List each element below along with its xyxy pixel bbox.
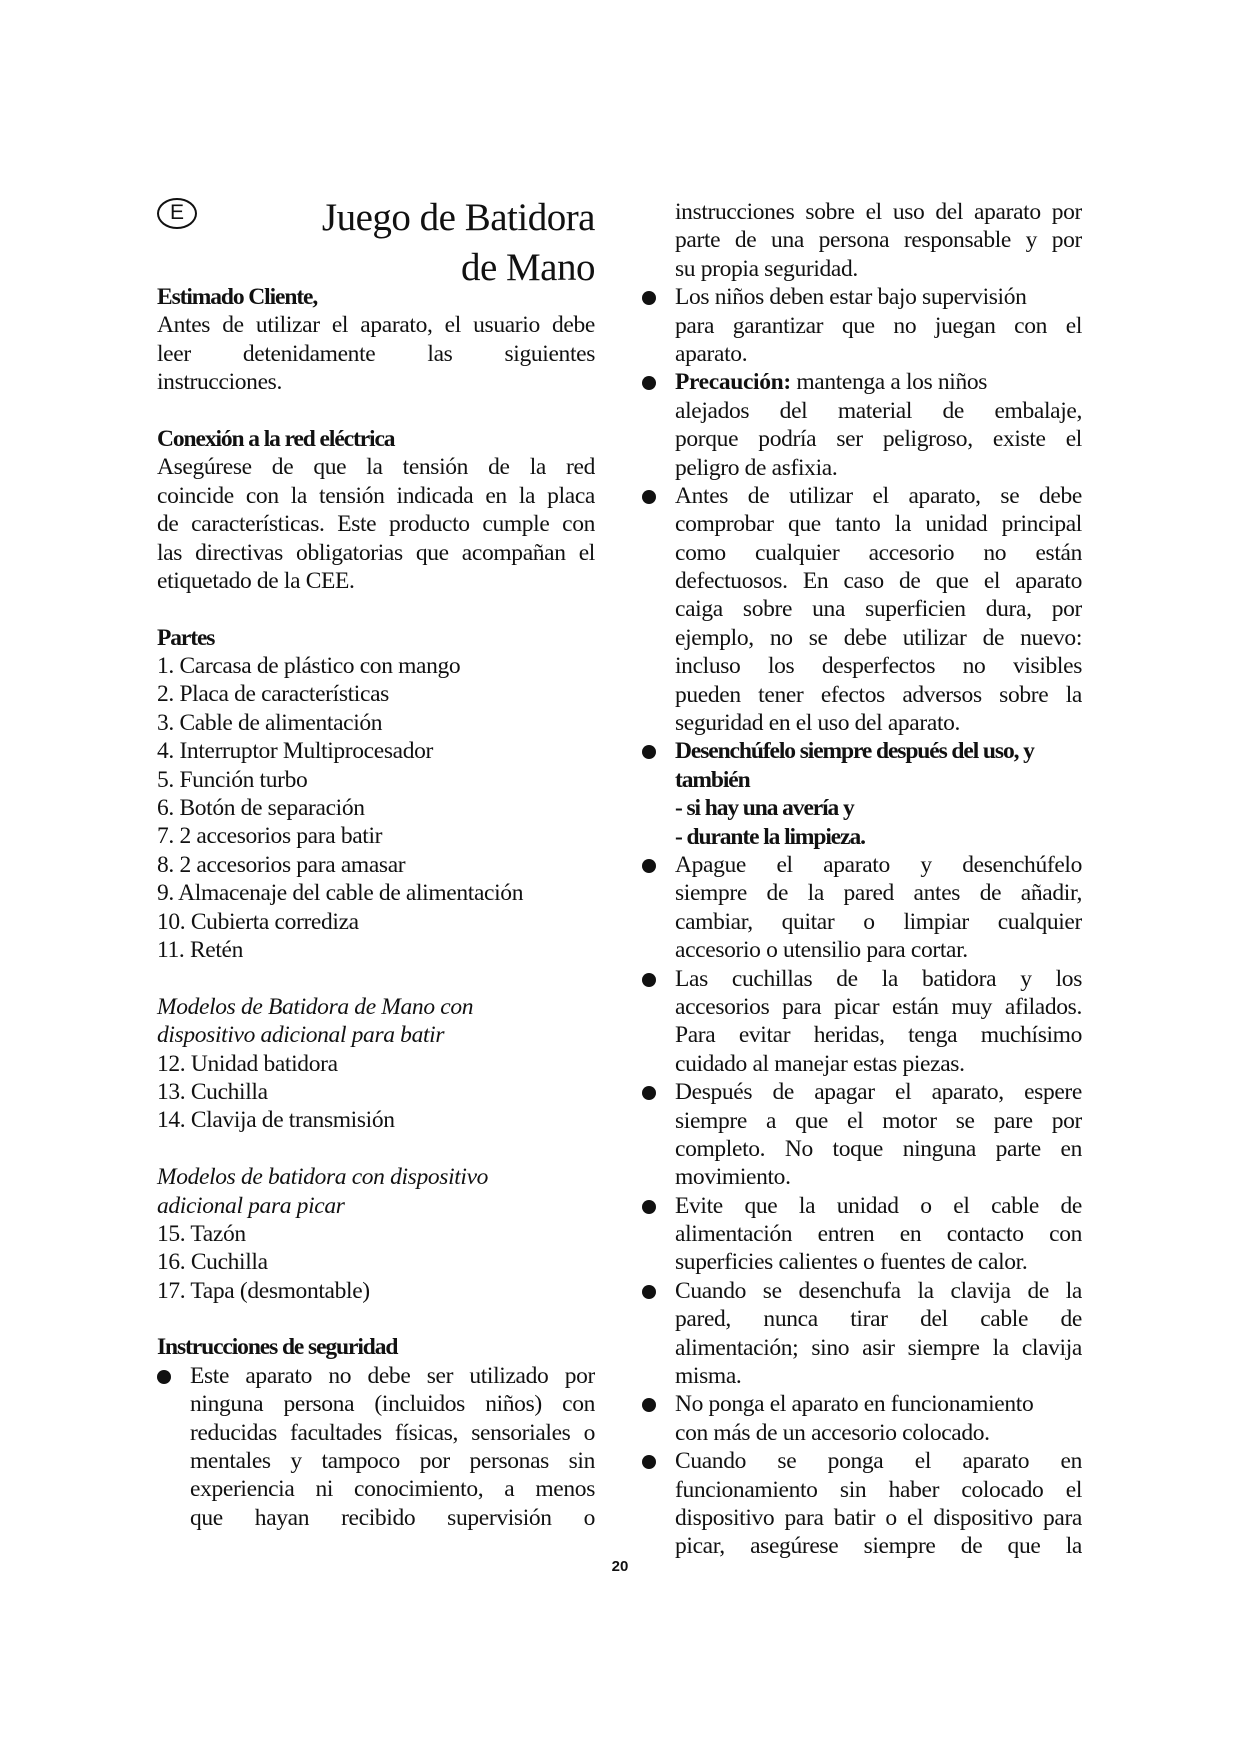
title-line: de Mano xyxy=(460,246,595,289)
bullet-item: Después de apagar el aparato, espere xyxy=(642,1078,1082,1106)
bullet-icon xyxy=(157,1370,171,1384)
bullet-line: como cualquier accesorio no están xyxy=(675,539,1082,566)
bullet-line: su propia seguridad. xyxy=(675,255,858,282)
power-line: de características. Este producto cumple con xyxy=(157,511,595,538)
bullet-line: funcionamiento sin haber colocado el xyxy=(675,1476,1082,1503)
parts-item: 6. Botón de separación xyxy=(157,795,365,822)
bullet-line: ninguna persona (incluidos niños) con xyxy=(190,1391,595,1418)
parts-item: 16. Cuchilla xyxy=(157,1249,268,1276)
parts-item: 1. Carcasa de plástico con mango xyxy=(157,653,461,680)
bullet-line: reducidas facultades físicas, sensoriales o xyxy=(190,1419,595,1446)
bullet-icon xyxy=(642,973,656,987)
models-chop-heading: Modelos de batidora con dispositivo xyxy=(157,1164,489,1191)
bullet-line: siempre a que el motor se pare por xyxy=(675,1107,1082,1134)
bullet-icon xyxy=(642,1455,656,1469)
bullet-icon xyxy=(642,376,656,390)
bullet-line: cambiar, quitar o limpiar cualquier xyxy=(675,908,1082,935)
greeting-heading: Estimado Cliente, xyxy=(157,284,318,310)
bullet-line: Para evitar heridas, tenga muchísimo xyxy=(675,1022,1082,1049)
models-beat-heading: dispositivo adicional para batir xyxy=(157,1022,445,1049)
parts-item: 4. Interruptor Multiprocesador xyxy=(157,738,433,765)
bullet-line: - durante la limpieza. xyxy=(675,823,865,850)
parts-heading: Partes xyxy=(157,624,215,651)
bullet-line: alejados del material de embalaje, xyxy=(675,397,1082,424)
models-beat-heading: Modelos de Batidora de Mano con xyxy=(157,993,474,1020)
parts-item: 2. Placa de características xyxy=(157,681,389,708)
page-number: 20 xyxy=(611,1558,629,1575)
bullet-line: mentales y tampoco por personas sin xyxy=(190,1448,595,1475)
power-line: Asegúrese de que la tensión de la red xyxy=(157,454,595,481)
power-line: etiquetado de la CEE. xyxy=(157,567,355,594)
bullet-line: cuidado al manejar estas piezas. xyxy=(675,1050,965,1077)
bullet-icon xyxy=(642,291,656,305)
bullet-item: Cuando se ponga el aparato en xyxy=(642,1447,1082,1475)
models-chop-heading: adicional para picar xyxy=(157,1192,345,1219)
bullet-icon xyxy=(642,745,656,759)
left-column xyxy=(157,283,595,1532)
bullet-line: misma. xyxy=(675,1363,742,1390)
bullet-line: porque podría ser peligroso, existe el xyxy=(675,426,1082,453)
bullet-item: Las cuchillas de la batidora y los xyxy=(642,965,1082,993)
parts-item: 3. Cable de alimentación xyxy=(157,709,383,736)
bullet-line: que hayan recibido supervisión o xyxy=(190,1504,595,1531)
bullet-line: comprobar que tanto la unidad principal xyxy=(675,511,1082,538)
bullet-line: - si hay una avería y xyxy=(675,795,854,822)
bullet-line: dispositivo para batir o el dispositivo para xyxy=(675,1504,1082,1531)
bullet-line: seguridad en el uso del aparato. xyxy=(675,710,961,737)
bullet-line: aparato. xyxy=(675,340,748,367)
greeting-line: Antes de utilizar el aparato, el usuario debe xyxy=(157,312,595,339)
bullet-line: defectuosos. En caso de que el aparato xyxy=(675,568,1082,595)
bullet-item: Este aparato no debe ser utilizado por xyxy=(157,1362,595,1390)
bullet-item: No ponga el aparato en funcionamiento xyxy=(642,1390,1082,1418)
bullet-item: Evite que la unidad o el cable de xyxy=(642,1192,1082,1220)
document-title xyxy=(240,193,595,293)
safety-heading: Instrucciones de seguridad xyxy=(157,1334,398,1361)
bullet-line: con más de un accesorio colocado. xyxy=(675,1419,990,1446)
caution-label: Precaución: xyxy=(675,369,791,396)
bullet-icon xyxy=(642,1398,656,1412)
greeting-line: instrucciones. xyxy=(157,369,282,396)
parts-item: 11. Retén xyxy=(157,936,244,963)
parts-item: 7. 2 accesorios para batir xyxy=(157,823,383,850)
bullet-line: movimiento. xyxy=(675,1164,791,1191)
bullet-line: instrucciones sobre el uso del aparato por xyxy=(675,199,1082,225)
bullet-icon xyxy=(642,490,656,504)
bullet-line: parte de una persona responsable y por xyxy=(675,227,1082,254)
parts-item: 10. Cubierta corrediza xyxy=(157,908,359,935)
bullet-icon xyxy=(642,859,656,873)
power-heading: Conexión a la red eléctrica xyxy=(157,425,395,452)
bullet-line: siempre de la pared antes de añadir, xyxy=(675,880,1082,907)
bullet-line: alimentación; sino asir siempre la clavija xyxy=(675,1334,1082,1361)
title-line: Juego de Batidora xyxy=(321,196,595,239)
bullet-icon xyxy=(642,1285,656,1299)
bullet-line: experiencia ni conocimiento, a menos xyxy=(190,1476,595,1503)
parts-item: 5. Función turbo xyxy=(157,766,308,793)
bullet-line: pueden tener efectos adversos sobre la xyxy=(675,681,1082,708)
bullet-icon xyxy=(642,1086,656,1100)
parts-item: 9. Almacenaje del cable de alimentación xyxy=(157,880,524,907)
parts-item: 17. Tapa (desmontable) xyxy=(157,1277,370,1304)
parts-item: 12. Unidad batidora xyxy=(157,1050,338,1077)
bullet-item: Desenchúfelo siempre después del uso, y xyxy=(642,737,1082,765)
parts-item: 15. Tazón xyxy=(157,1220,246,1247)
bullet-item: Los niños deben estar bajo supervisión xyxy=(642,283,1082,311)
bullet-line: caiga sobre una superficien dura, por xyxy=(675,596,1082,623)
language-badge: E xyxy=(157,198,197,229)
bullet-line: pared, nunca tirar del cable de xyxy=(675,1306,1082,1333)
bullet-item: Precaución: mantenga a los niños xyxy=(642,368,1082,396)
bullet-line: incluso los desperfectos no visibles xyxy=(675,653,1082,680)
power-line: coincide con la tensión indicada en la placa xyxy=(157,482,595,509)
bullet-item: Apague el aparato y desenchúfelo xyxy=(642,851,1082,879)
bullet-line: peligro de asfixia. xyxy=(675,454,838,481)
parts-item: 14. Clavija de transmisión xyxy=(157,1107,395,1134)
bullet-line: superficies calientes o fuentes de calor. xyxy=(675,1249,1028,1276)
bullet-line: accesorios para picar están muy afilados. xyxy=(675,993,1082,1020)
bullet-line: accesorio o utensilio para cortar. xyxy=(675,937,968,964)
parts-item: 13. Cuchilla xyxy=(157,1078,268,1105)
bullet-line: para garantizar que no juegan con el xyxy=(675,312,1082,339)
bullet-item: Antes de utilizar el aparato, se debe xyxy=(642,482,1082,510)
bullet-line: ejemplo, no se debe utilizar de nuevo: xyxy=(675,624,1082,651)
bullet-line: alimentación entren en contacto con xyxy=(675,1221,1082,1248)
bullet-line: picar, asegúrese siempre de que la xyxy=(675,1533,1082,1560)
right-column xyxy=(642,198,1082,1561)
bullet-line: completo. No toque ninguna parte en xyxy=(675,1135,1082,1162)
power-line: las directivas obligatorias que acompañan el xyxy=(157,539,595,566)
bullet-item: Cuando se desenchufa la clavija de la xyxy=(642,1277,1082,1305)
bullet-line: también xyxy=(675,766,750,793)
bullet-icon xyxy=(642,1200,656,1214)
parts-item: 8. 2 accesorios para amasar xyxy=(157,851,406,878)
greeting-line: leer detenidamente las siguientes xyxy=(157,340,595,367)
